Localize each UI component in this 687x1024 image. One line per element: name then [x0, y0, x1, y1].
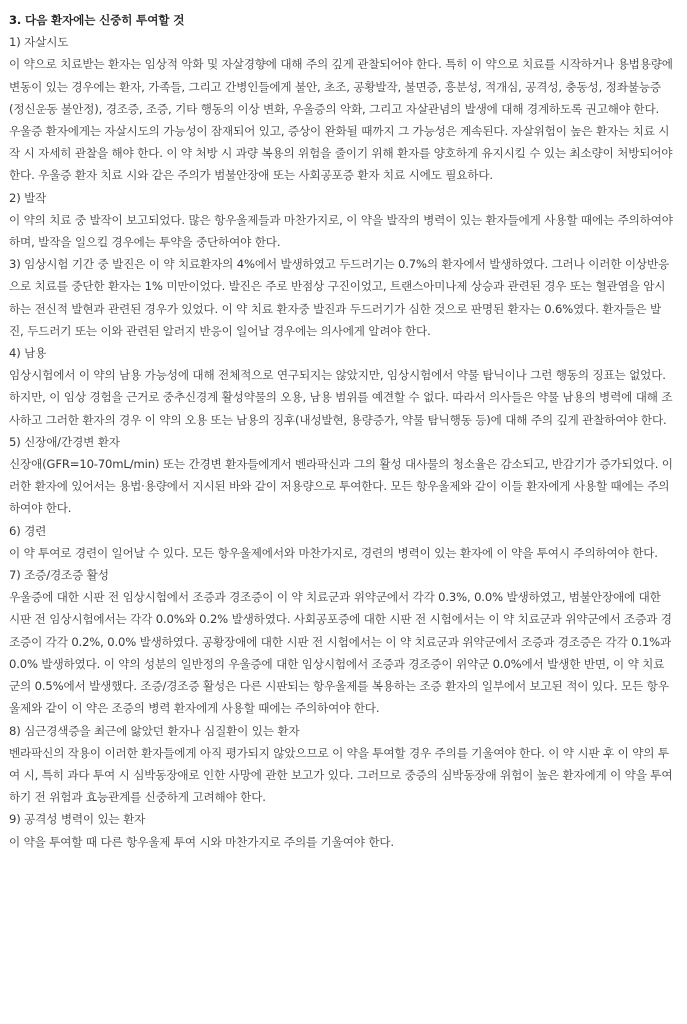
section-body: 이 약의 치료 중 발작이 보고되었다. 많은 항우울제들과 마찬가지로, 이 약을 발작의 병력이 있는 환자들에게 사용할 때에는 주의하여야 하며, 발작을 일으킬 경우에는 투약을 중단하여야 한다. — [9, 212, 673, 250]
section-convulsion — [9, 520, 673, 564]
section-rash — [9, 253, 673, 342]
section-cardiac — [9, 720, 673, 809]
section-body: 신장애(GFR=10-70mL/min) 또는 간경변 환자들에게서 벤라팍신과 그의 활성 대사물의 청소율은 감소되고, 반감기가 증가되었다. 이러한 환자에 있어서는 용법·용량에서 지시된 바와 같이 저용량으로 투여한다. 모든 항우울제와 같이 이들 환자에게 사용할 때에는 주의하여야 한다. — [9, 457, 673, 516]
section-heading: 2) 발작 — [9, 190, 47, 205]
section-aggression — [9, 808, 673, 852]
section-body: 이 약 투여로 경련이 일어날 수 있다. 모든 항우울제에서와 마찬가지로, 경련의 병력이 있는 환자에 이 약을 투여시 주의하여야 한다. — [9, 545, 658, 560]
section-heading: 1) 자살시도 — [9, 35, 69, 50]
section-renal-hepatic — [9, 431, 673, 520]
section-heading: 5) 신장애/간경변 환자 — [9, 434, 120, 449]
section-mania — [9, 564, 673, 719]
section-suicide-attempt — [9, 31, 673, 186]
section-heading: 4) 남용 — [9, 346, 47, 361]
section-body: 이 약으로 치료받는 환자는 임상적 악화 및 자살경향에 대해 주의 깊게 관찰되어야 한다. 특히 이 약으로 치료를 시작하거나 용법용량에 변동이 있는 경우에는 환자, 가족들, 그리고 간병인들에게 불안, 초조, 공황발작, 불면증, 흥분성, 적개심, 공격성, 충동성, 정좌불능증(정신운동 불안정), 경조증, 조증, 기타 행동의 이상 변화, 우울증의 악화, 그리고 자살관념의 발생에 대해 경계하도록 권고해야 한다. 우울증 환자에게는 자살시도의 가능성이 잠재되어 있고, 증상이 완화될 때까지 그 가능성은 계속된다. 자살위험이 높은 환자는 치료 시작 시 자세히 관찰을 해야 한다. 이 약 처방 시 과량 복용의 위험을 줄이기 위해 환자를 양호하게 유지시킬 수 있는 최소량이 처방되어야 한다. 우울증 환자 치료 시와 같은 주의가 범불안장애 또는 사회공포증 환자 치료 시에도 필요하다. — [9, 57, 673, 183]
section-body: 이 약을 투여할 때 다른 항우울제 투여 시와 마찬가지로 주의를 기울여야 한다. — [9, 834, 394, 849]
document-title: 3. 다음 환자에는 신중히 투여할 것 — [9, 13, 185, 27]
section-body: 우울증에 대한 시판 전 임상시험에서 조증과 경조증이 이 약 치료군과 위약군에서 각각 0.3%, 0.0% 발생하였고, 범불안장애에 대한 시판 전 임상시험에서는 각각 0.0%와 0.2% 발생하였다. 사회공포증에 대한 시판 전 시험에서는 이 약 치료군과 위약군에서 조증과 경조증이 각각 0.2%, 0.0% 발생하였다. 공황장애에 대한 시판 전 시험에서는 이 약 치료군과 위약군에서 조증과 경조증은 각각 0.1%과 0.0% 발생하였다. 이 약의 성분의 일반정의 우울증에 대한 임상시험에서 조증과 경조증이 위약군 0.0%에서 발생한 반면, 이 약 치료군의 0.5%에서 발생했다. 조증/경조증 활성은 다른 시판되는 항우울제를 복용하는 조증 환자의 일부에서 보고된 적이 있다. 모든 항우울제와 같이 이 약은 조증의 병력 환자에게 사용할 때에는 주의하여야 한다. — [9, 590, 672, 716]
section-body: 임상시험에서 이 약의 남용 가능성에 대해 전체적으로 연구되지는 않았지만, 임상시험에서 약물 탐닉이나 그런 행동의 징표는 없었다. 하지만, 이 임상 경험을 근거로 중추신경계 활성약물의 오용, 남용 범위를 예견할 수 없다. 따라서 의사들은 약물 남용의 병력에 대해 조사하고 그러한 환자의 경우 이 약의 오용 또는 남용의 징후(내성발현, 용량증가, 약물 탐닉행동 등)에 대해 주의 깊게 관찰하여야 한다. — [9, 368, 673, 427]
section-body: 3) 임상시험 기간 중 발진은 이 약 치료환자의 4%에서 발생하였고 두드러기는 0.7%의 환자에서 발생하였다. 그러나 이러한 이상반응으로 치료를 중단한 환자는 1% 미만이었다. 발진은 주로 반점상 구진이었고, 트랜스아미나제 상승과 관련된 경우 또는 혈관염을 암시하는 전신적 발현과 관련된 경우가 있었다. 이 약 치료 환자중 발진과 두드러기가 심한 것으로 판명된 환자는 0.6%였다. 환자들은 발진, 두드러기 또는 이와 관련된 알러지 반응이 일어날 경우에는 의사에게 알려야 한다. — [9, 257, 670, 338]
section-body: 벤라팍신의 작용이 이러한 환자들에게 아직 평가되지 않았으므로 이 약을 투여할 경우 주의를 기울여야 한다. 이 약 시판 후 이 약의 투여 시, 특히 과다 투여 시 심박동장애로 인한 사망에 관한 보고가 있다. 그러므로 중증의 심박동장애 위험이 높은 환자에게 이 약을 투여하기 전 위험과 효능관계를 신중하게 고려해야 한다. — [9, 745, 673, 805]
section-seizure — [9, 187, 673, 254]
section-heading: 8) 심근경색증을 최근에 앓았던 환자나 심질환이 있는 환자 — [9, 723, 300, 738]
section-heading: 6) 경련 — [9, 523, 47, 538]
section-heading: 7) 조증/경조증 활성 — [9, 568, 109, 583]
section-heading: 9) 공격성 병력이 있는 환자 — [9, 812, 146, 827]
section-abuse — [9, 342, 673, 431]
